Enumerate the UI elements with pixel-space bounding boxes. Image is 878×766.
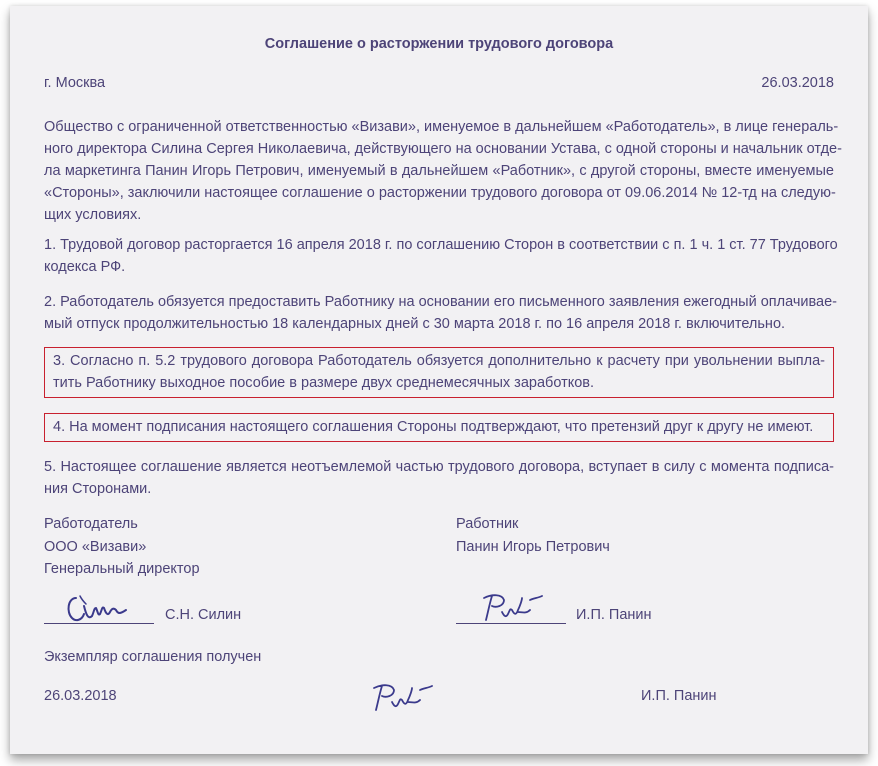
clause-line: ния Сторонами.: [44, 481, 152, 497]
receipt-date: 26.03.2018: [44, 688, 117, 704]
clause-line: кодекса РФ.: [44, 259, 126, 275]
clause-line: 1. Трудовой договор расторгается 16 апреля 2018 г. по соглашению Сторон в соответствии с п. 1 ч. 1 ст. 77 Трудового: [44, 237, 838, 253]
intro-line: ла маркетинга Панин Игорь Петрович, именуемый в дальнейшем «Работник», с другой стороны, вместе именуемые: [44, 163, 834, 179]
intro-line: ного директора Силина Сергея Николаевича, действующего на основании Устава, с одной стороны и начальник отде-: [44, 141, 842, 157]
intro-paragraph: [44, 116, 842, 226]
employer-signer: С.Н. Силин: [165, 607, 242, 623]
clause-line: 2. Работодатель обязуется предоставить Работнику на основании его письменного заявления ежегодный оплачивае-: [44, 294, 837, 310]
employer-org: ООО «Визави»: [44, 539, 147, 555]
clause-line: мый отпуск продолжительностью 18 календарных дней с 30 марта 2018 г. по 16 апреля 2018 г. включительно.: [44, 316, 786, 332]
clause-2: [44, 291, 837, 335]
clause-line: 4. На момент подписания настоящего соглашения Стороны подтверждают, что претензий друг к другу не имеют.: [53, 419, 814, 435]
receipt-signer: И.П. Панин: [641, 688, 717, 704]
receipt-text: Экземпляр соглашения получен: [44, 649, 262, 665]
receipt-signature: [368, 680, 438, 716]
employee-role: Работник: [456, 516, 519, 532]
clause-line: 5. Настоящее соглашение является неотъемлемой частью трудового договора, вступает в силу с момента подписа-: [44, 459, 834, 475]
clause-3-highlighted: [44, 347, 834, 398]
clause-5: [44, 456, 834, 500]
employee-name: Панин Игорь Петрович: [456, 539, 610, 555]
intro-line: щих условиях.: [44, 207, 142, 223]
employer-signature: [62, 592, 132, 626]
intro-line: «Стороны», заключили настоящее соглашение о расторжении трудового договора от 09.06.2014 № 12-тд на следую-: [44, 185, 836, 201]
city: г. Москва: [44, 75, 106, 91]
employer-role: Работодатель: [44, 516, 138, 532]
clause-line: 3. Согласно п. 5.2 трудового договора Работодатель обязуется дополнительно к расчету при увольнении выпла-: [53, 353, 825, 369]
clause-4-highlighted: [44, 413, 834, 442]
document-title: Соглашение о расторжении трудового договора: [264, 36, 614, 52]
employee-signature: [478, 590, 548, 626]
employer-position: Генеральный директор: [44, 561, 200, 577]
clause-1: [44, 234, 838, 278]
document-date: 26.03.2018: [761, 75, 834, 91]
intro-line: Общество с ограниченной ответственностью «Визави», именуемое в дальнейшем «Работодатель», в лице генераль-: [44, 119, 839, 135]
employee-signature-line: [456, 623, 566, 624]
employee-signer: И.П. Панин: [576, 607, 652, 623]
employer-signature-line: [44, 623, 154, 624]
clause-line: тить Работнику выходное пособие в размере двух среднемесячных заработков.: [53, 375, 595, 391]
